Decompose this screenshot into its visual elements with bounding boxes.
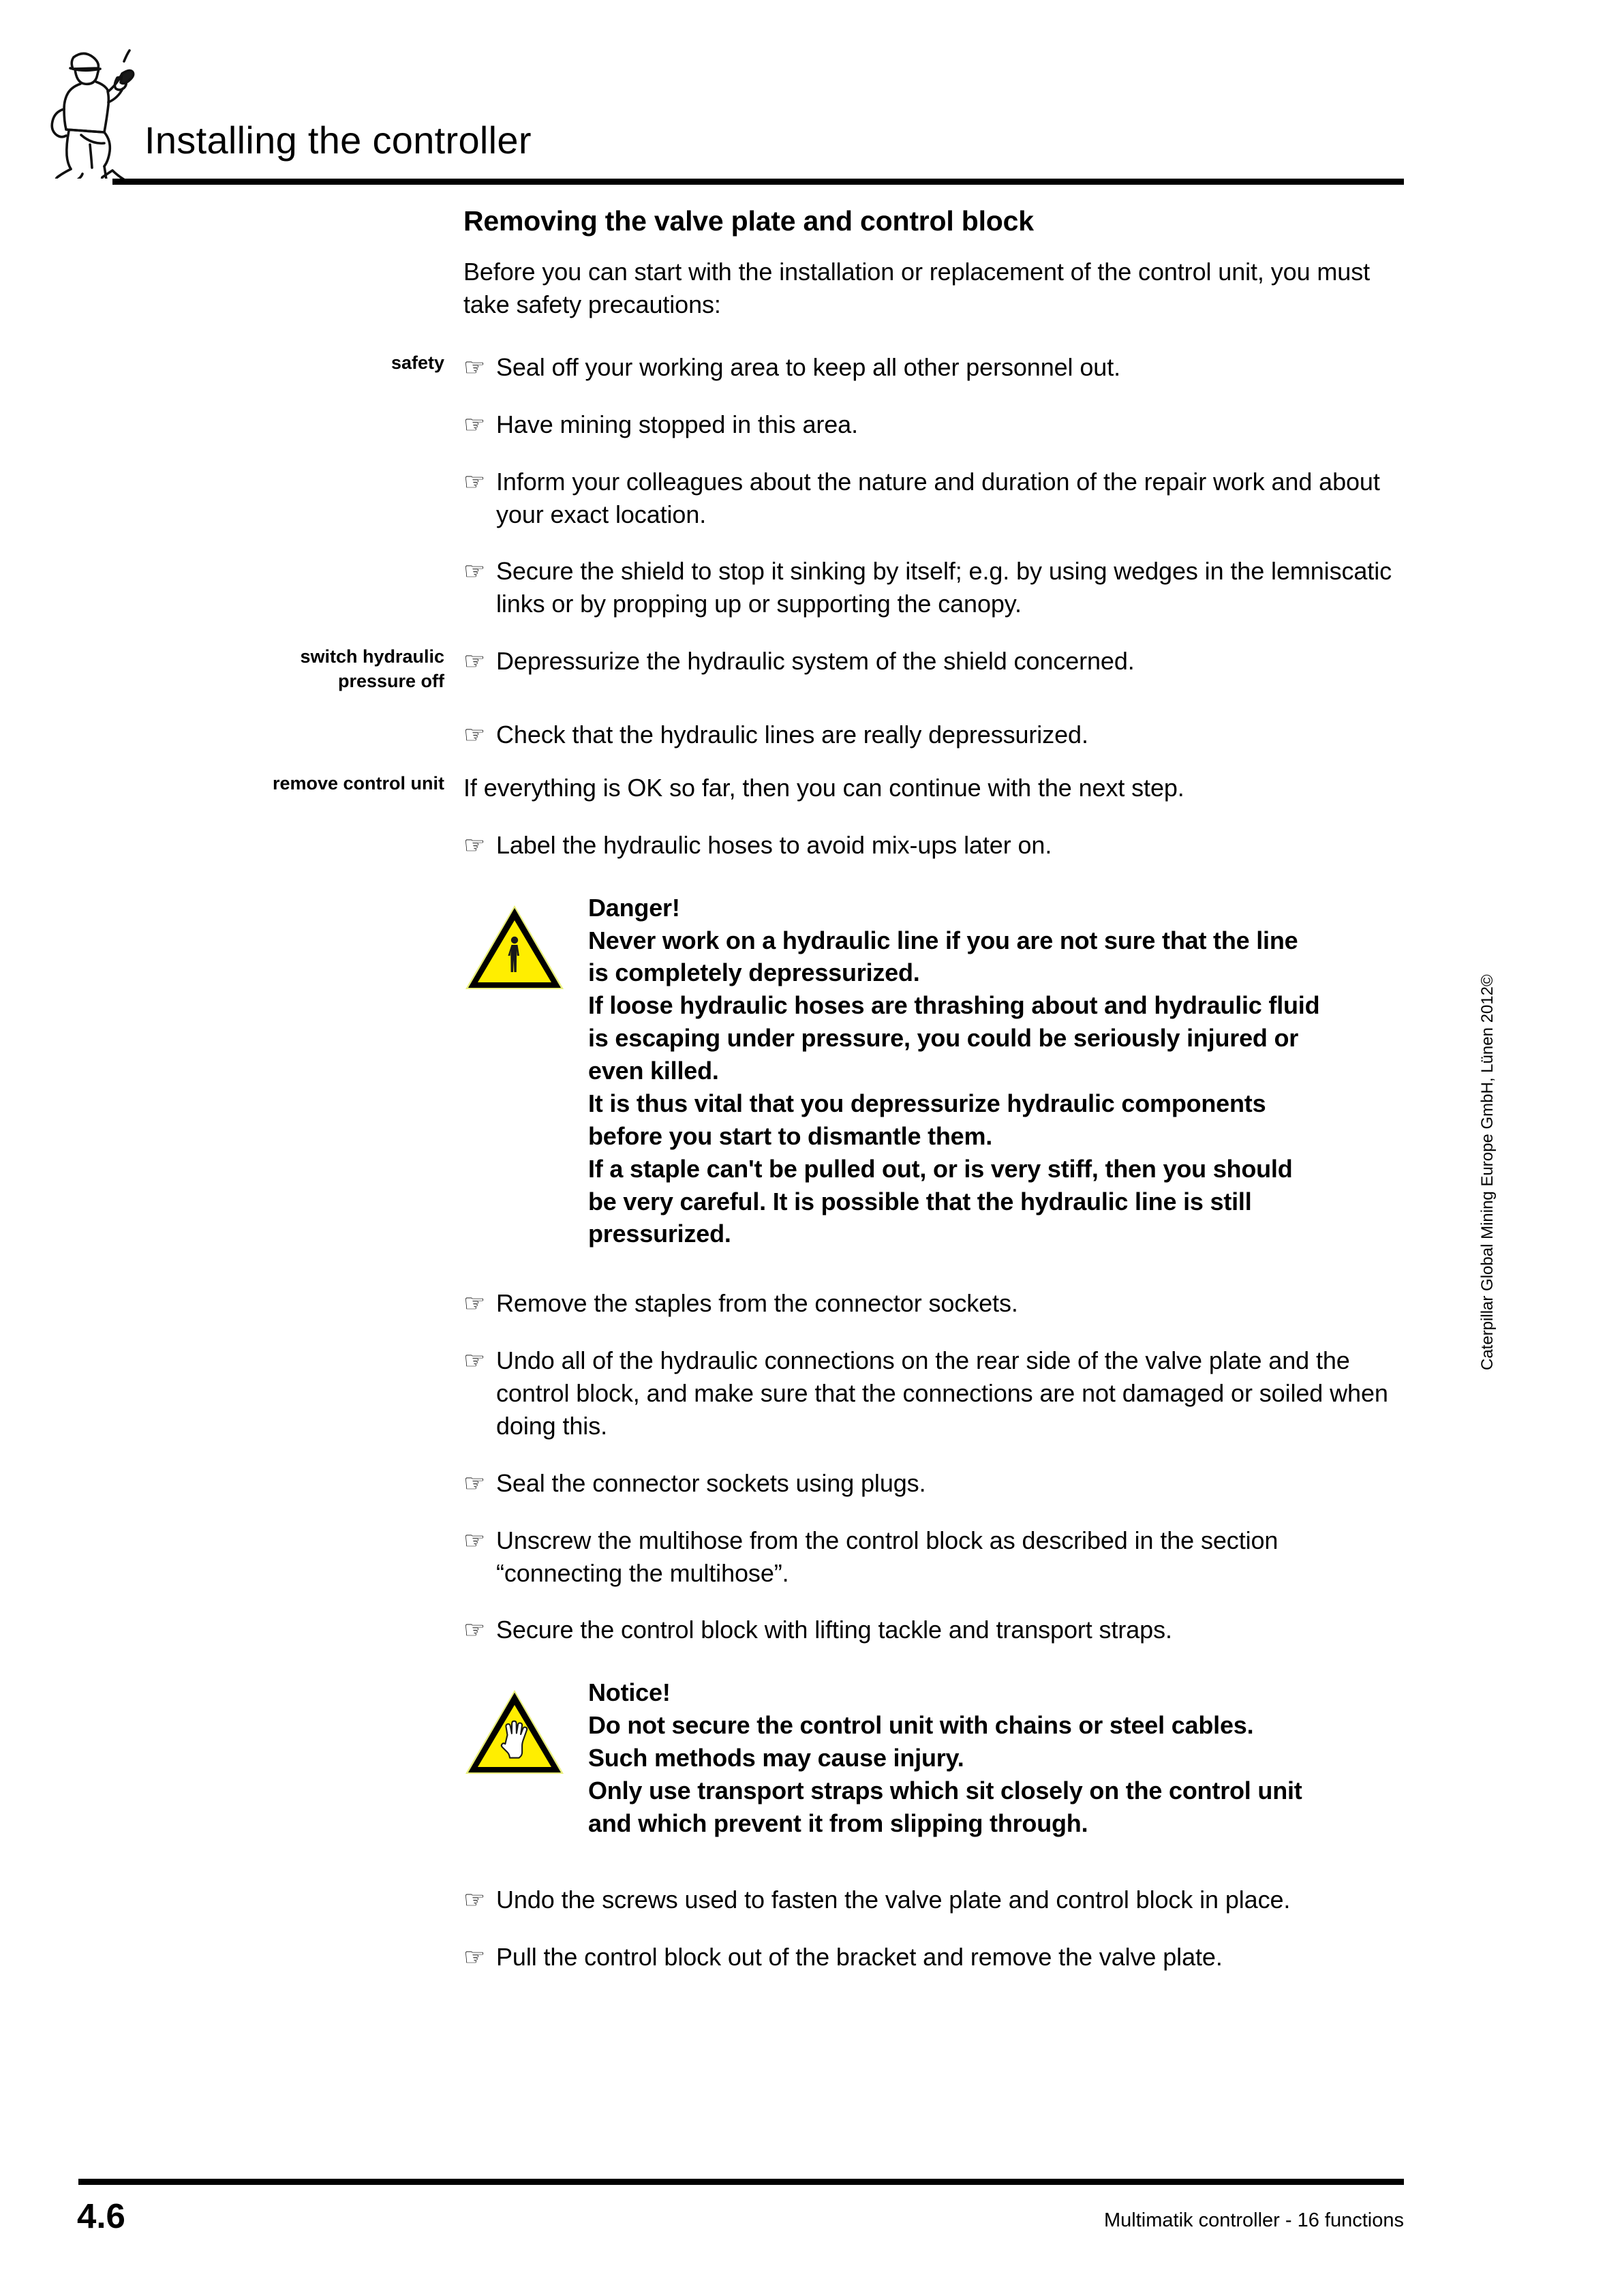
spacer — [0, 751, 1622, 772]
header-divider — [112, 179, 1404, 185]
warning-triangle-hand-icon — [463, 1676, 576, 1781]
bullet-body — [463, 1287, 1622, 1320]
margin-label-switch-pressure-line1: switch hydraulic — [300, 646, 444, 667]
footer-divider — [78, 2179, 1404, 2185]
danger-body-col — [463, 892, 1622, 1251]
list-item-text: Pull the control block out of the bracket and remove the valve plate. — [496, 1942, 1223, 1971]
list-item — [463, 1614, 1407, 1646]
list-item-text: Unscrew the multihose from the control block as described in the section “connecting the multihose”. — [496, 1526, 1279, 1587]
margin-label-switch-pressure-line2: pressure off — [337, 671, 444, 692]
spacer — [0, 862, 1622, 892]
danger-row — [0, 892, 1622, 1251]
bullet-row-14 — [0, 1941, 1622, 1974]
warning-triangle-person-icon — [463, 892, 576, 997]
notice-line-3: Only use transport straps which sit closely on the control unit — [588, 1776, 1302, 1804]
danger-line-6: It is thus vital that you depressurize hydraulic components — [588, 1089, 1266, 1117]
intro-row — [0, 256, 1622, 321]
bullet-row-9 — [0, 1344, 1622, 1442]
list-item — [463, 1884, 1407, 1916]
bullet-body — [463, 719, 1622, 751]
danger-line-7: before you start to dismantle them. — [588, 1121, 993, 1150]
footer-document-title: Multimatik controller - 16 functions — [1104, 2209, 1404, 2231]
spacer — [0, 1442, 1622, 1467]
spacer — [0, 384, 1622, 408]
bullet-row-12 — [0, 1614, 1622, 1646]
notice-heading: Notice! — [588, 1678, 671, 1707]
danger-line-4: is escaping under pressure, you could be seriously injured or — [588, 1024, 1299, 1053]
list-item-text: Remove the staples from the connector sockets. — [496, 1289, 1018, 1318]
page-header — [0, 0, 1622, 198]
bullet-body — [463, 645, 1622, 678]
danger-text — [588, 892, 1407, 1251]
pointing-hand-icon: ☞ — [463, 1942, 486, 1971]
list-item-text: Undo the screws used to fasten the valve plate and control block in place. — [496, 1885, 1291, 1914]
paragraph-row-remove-control-unit — [0, 772, 1622, 804]
spacer — [0, 1646, 1622, 1676]
list-item — [463, 645, 1407, 678]
copyright-text: Caterpillar Global Mining Europe GmbH, Lünen 2012© — [1478, 974, 1497, 1370]
pointing-hand-icon: ☞ — [463, 1346, 486, 1375]
spacer — [0, 804, 1622, 829]
list-item — [463, 1524, 1407, 1590]
pointing-hand-icon: ☞ — [463, 1885, 486, 1914]
list-item — [463, 719, 1407, 751]
bullet-row-8 — [0, 1287, 1622, 1320]
list-item-text: Undo all of the hydraulic connections on the rear side of the valve plate and the control block, and make sure that the connections are not damaged or soiled when doing this. — [496, 1346, 1388, 1440]
bullet-row-11 — [0, 1524, 1622, 1590]
pointing-hand-icon: ☞ — [463, 467, 486, 496]
list-item-text: Seal the connector sockets using plugs. — [496, 1468, 926, 1497]
spacer — [0, 321, 1622, 351]
pointing-hand-icon: ☞ — [463, 1468, 486, 1497]
spacer — [0, 1320, 1622, 1344]
danger-line-9: be very careful. It is possible that the hydraulic line is still — [588, 1187, 1252, 1215]
list-item — [463, 1344, 1407, 1442]
danger-callout — [463, 892, 1407, 1251]
pointing-hand-icon: ☞ — [463, 1616, 486, 1644]
danger-line-5: even killed. — [588, 1057, 719, 1085]
notice-line-1: Do not secure the control unit with chains or steel cables. — [588, 1711, 1254, 1740]
pointing-hand-icon: ☞ — [463, 721, 486, 749]
notice-callout — [463, 1676, 1407, 1839]
list-item-text: Label the hydraulic hoses to avoid mix-ups later on. — [496, 830, 1052, 859]
danger-line-3: If loose hydraulic hoses are thrashing about and hydraulic fluid — [588, 991, 1320, 1020]
list-item — [463, 351, 1407, 384]
spacer — [0, 620, 1622, 645]
paragraph-ok-so-far: If everything is OK so far, then you can continue with the next step. — [463, 773, 1184, 802]
spacer — [0, 1589, 1622, 1614]
page-content — [0, 205, 1622, 1973]
pointing-hand-icon: ☞ — [463, 830, 486, 859]
bullet-body — [463, 1614, 1622, 1646]
page-number: 4.6 — [77, 2196, 125, 2235]
list-item — [463, 466, 1407, 531]
spacer — [0, 694, 1622, 719]
spacer — [0, 1250, 1622, 1287]
danger-line-2: is completely depressurized. — [588, 958, 920, 987]
spacer — [0, 1500, 1622, 1524]
pointing-hand-icon: ☞ — [463, 647, 486, 676]
margin-label-remove-control-unit — [0, 772, 463, 796]
section-title-body — [463, 205, 1622, 238]
danger-heading: Danger! — [588, 893, 680, 922]
spacer — [0, 441, 1622, 466]
notice-line-2: Such methods may cause injury. — [588, 1744, 964, 1772]
bullet-body — [463, 1941, 1622, 1974]
bullet-body — [463, 466, 1622, 531]
bullet-body — [463, 1344, 1622, 1442]
notice-text — [588, 1676, 1407, 1839]
list-item-text: Have mining stopped in this area. — [496, 410, 859, 438]
pointing-hand-icon: ☞ — [463, 410, 486, 438]
bullet-row-13 — [0, 1884, 1622, 1916]
bullet-body — [463, 1884, 1622, 1916]
list-item-text: Check that the hydraulic lines are really depressurized. — [496, 721, 1088, 749]
bullet-body — [463, 351, 1622, 384]
bullet-row-6 — [0, 719, 1622, 751]
spacer — [0, 238, 1622, 256]
list-item — [463, 1941, 1407, 1974]
list-item — [463, 408, 1407, 441]
list-item-text: Inform your colleagues about the nature and duration of the repair work and about your exact location. — [496, 467, 1380, 528]
paragraph-body — [463, 772, 1622, 804]
list-item — [463, 829, 1407, 862]
bullet-body — [463, 829, 1622, 862]
bullet-body — [463, 408, 1622, 441]
notice-line-4: and which prevent it from slipping through. — [588, 1809, 1088, 1837]
bullet-body — [463, 555, 1622, 620]
bullet-row-3 — [0, 466, 1622, 531]
list-item-text: Seal off your working area to keep all other personnel out. — [496, 352, 1121, 381]
kneeling-worker-icon — [31, 42, 140, 179]
list-item-text: Secure the shield to stop it sinking by itself; e.g. by using wedges in the lemniscatic links or by propping up or supporting the canopy. — [496, 557, 1392, 618]
intro-paragraph: Before you can start with the installation or replacement of the control unit, you must take safety precautions: — [463, 258, 1370, 319]
margin-label-switch-pressure-off — [0, 645, 463, 694]
margin-label-remove-control-unit-text: remove control unit — [272, 772, 444, 794]
bullet-body — [463, 1467, 1622, 1500]
notice-body-col — [463, 1676, 1622, 1839]
pointing-hand-icon: ☞ — [463, 557, 486, 586]
page-title: Installing the controller — [144, 119, 532, 162]
pointing-hand-icon: ☞ — [463, 352, 486, 381]
notice-row — [0, 1676, 1622, 1839]
bullet-row-4 — [0, 555, 1622, 620]
bullet-row-10 — [0, 1467, 1622, 1500]
danger-line-8: If a staple can't be pulled out, or is very stiff, then you should — [588, 1154, 1293, 1183]
margin-label-safety — [0, 351, 463, 376]
spacer — [0, 530, 1622, 555]
danger-line-1: Never work on a hydraulic line if you are not sure that the line — [588, 926, 1298, 954]
bullet-row-switch-pressure — [0, 645, 1622, 694]
list-item — [463, 1467, 1407, 1500]
spacer — [0, 1916, 1622, 1941]
bullet-row-safety — [0, 351, 1622, 384]
spacer — [0, 1840, 1622, 1884]
intro-body — [463, 256, 1622, 321]
list-item — [463, 1287, 1407, 1320]
list-item — [463, 555, 1407, 620]
bullet-body — [463, 1524, 1622, 1590]
bullet-row-7 — [0, 829, 1622, 862]
list-item-text: Secure the control block with lifting tackle and transport straps. — [496, 1616, 1172, 1644]
bullet-row-2 — [0, 408, 1622, 441]
margin-label-safety-text: safety — [391, 352, 444, 373]
danger-line-10: pressurized. — [588, 1220, 731, 1248]
section-title-row — [0, 205, 1622, 238]
section-title: Removing the valve plate and control block — [463, 205, 1034, 237]
list-item-text: Depressurize the hydraulic system of the shield concerned. — [496, 647, 1135, 676]
pointing-hand-icon: ☞ — [463, 1289, 486, 1318]
pointing-hand-icon: ☞ — [463, 1526, 486, 1554]
